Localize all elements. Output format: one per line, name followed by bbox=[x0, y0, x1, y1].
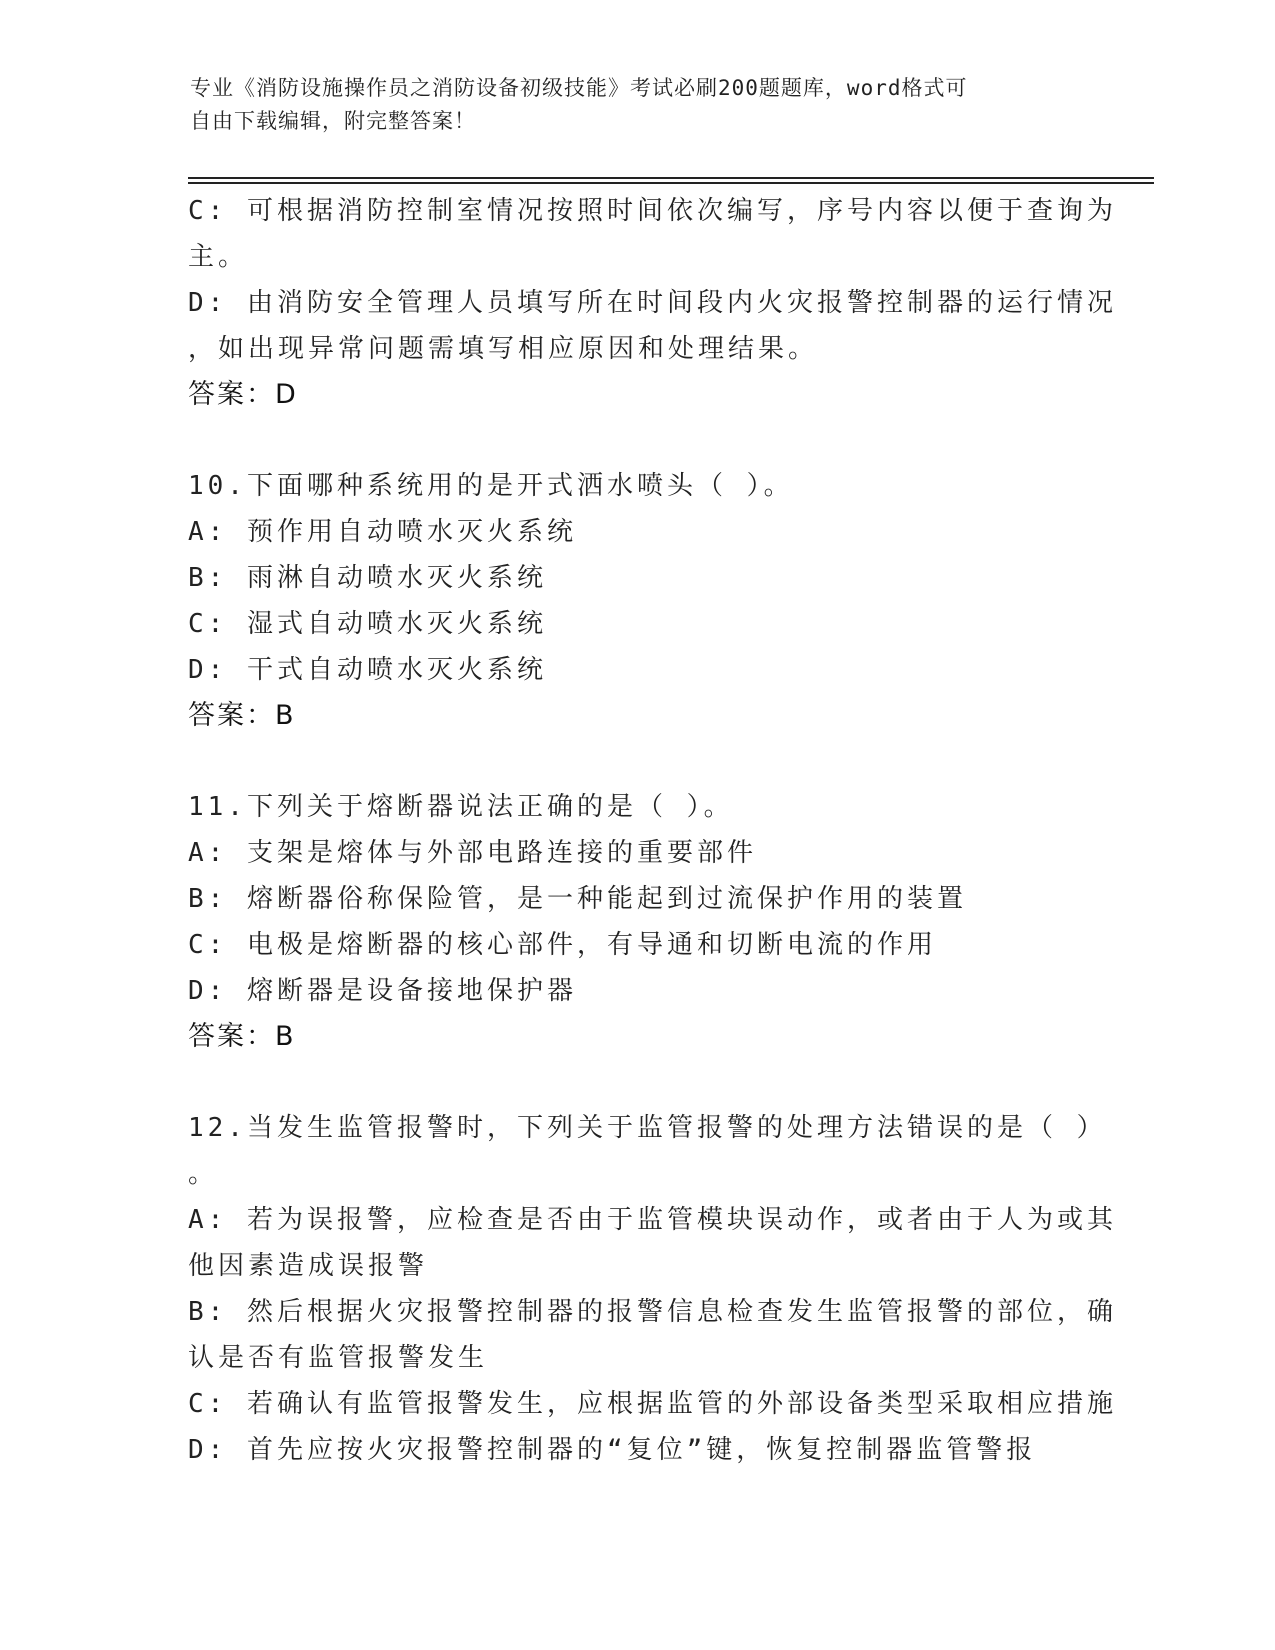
question-stem: 11.下列关于熔断器说法正确的是（ ）。 bbox=[188, 792, 734, 822]
option-c: C: 湿式自动喷水灭火系统 bbox=[188, 609, 547, 639]
option-d: D: 熔断器是设备接地保护器 bbox=[188, 976, 577, 1006]
option-b-continued: 认是否有监管报警发生 bbox=[188, 1343, 489, 1373]
header-divider-top bbox=[188, 177, 1154, 179]
option-a: A: 若为误报警，应检查是否由于监管模块误动作，或者由于人为或其 bbox=[188, 1205, 1117, 1235]
question-stem-continued: 。 bbox=[188, 1159, 219, 1189]
question-9-continuation bbox=[188, 188, 1117, 418]
question-10 bbox=[188, 463, 1078, 739]
question-12 bbox=[188, 1105, 1117, 1473]
answer-label: 答案：B bbox=[188, 700, 296, 731]
option-c: C: 若确认有监管报警发生，应根据监管的外部设备类型采取相应措施 bbox=[188, 1389, 1117, 1419]
option-line: ，如出现异常问题需填写相应原因和处理结果。 bbox=[188, 334, 819, 364]
option-b: B: 然后根据火灾报警控制器的报警信息检查发生监管报警的部位，确 bbox=[188, 1297, 1117, 1327]
spacer bbox=[188, 739, 1078, 784]
option-b: B: 雨淋自动喷水灭火系统 bbox=[188, 563, 547, 593]
option-line: C: 可根据消防控制室情况按照时间依次编写，序号内容以便于查询为 bbox=[188, 196, 1117, 226]
question-stem: 10.下面哪种系统用的是开式洒水喷头（ ）。 bbox=[188, 471, 794, 501]
option-d: D: 首先应按火灾报警控制器的“复位”键，恢复控制器监管警报 bbox=[188, 1435, 1037, 1465]
question-11 bbox=[188, 784, 1078, 1060]
header-divider-bottom bbox=[188, 182, 1154, 184]
spacer bbox=[188, 1060, 1078, 1105]
answer-label: 答案：B bbox=[188, 1021, 296, 1052]
question-stem: 12.当发生监管报警时，下列关于监管报警的处理方法错误的是（ ） bbox=[188, 1113, 1107, 1143]
option-d: D: 干式自动喷水灭火系统 bbox=[188, 655, 547, 685]
header-line-2: 自由下载编辑，附完整答案！ bbox=[190, 109, 476, 133]
spacer bbox=[188, 418, 1078, 463]
option-a: A: 预作用自动喷水灭火系统 bbox=[188, 517, 577, 547]
header-line-1: 专业《消防设施操作员之消防设备初级技能》考试必刷200题题库，word格式可 bbox=[190, 76, 968, 100]
document-body bbox=[188, 188, 1117, 1473]
option-line: 主。 bbox=[188, 242, 249, 272]
option-b: B: 熔断器俗称保险管，是一种能起到过流保护作用的装置 bbox=[188, 884, 967, 914]
document-header bbox=[190, 72, 1070, 138]
option-c: C: 电极是熔断器的核心部件，有导通和切断电流的作用 bbox=[188, 930, 937, 960]
option-a: A: 支架是熔体与外部电路连接的重要部件 bbox=[188, 838, 757, 868]
option-line: D: 由消防安全管理人员填写所在时间段内火灾报警控制器的运行情况 bbox=[188, 288, 1117, 318]
answer-label: 答案：D bbox=[188, 379, 298, 410]
option-a-continued: 他因素造成误报警 bbox=[188, 1251, 429, 1281]
